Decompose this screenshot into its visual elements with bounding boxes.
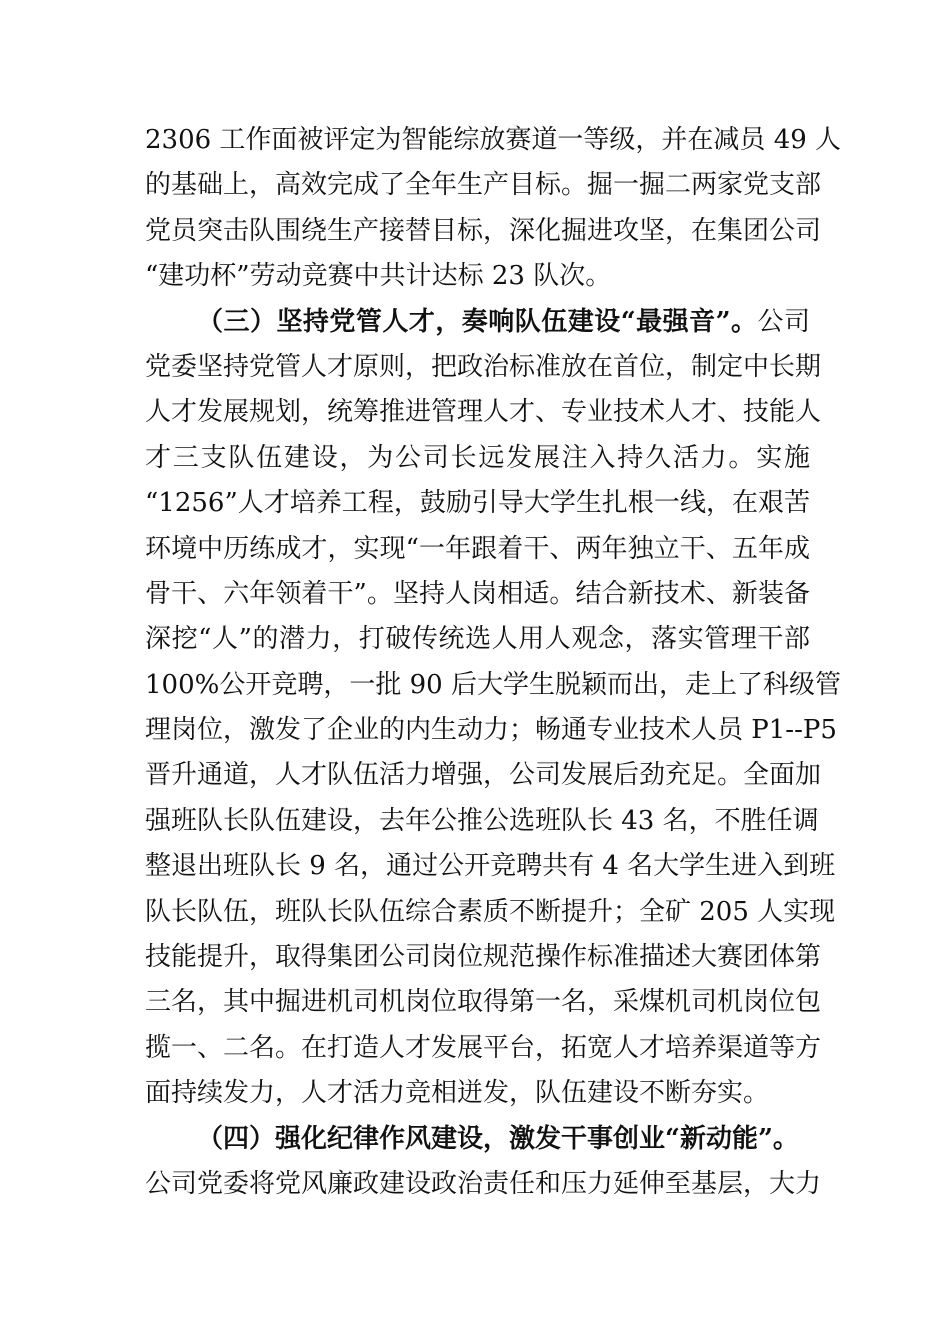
- text-line: 整退出班队长 9 名，通过公开竞聘共有 4 名大学生进入到班: [145, 851, 836, 882]
- text-line: “1256”人才培养工程，鼓励引导大学生扎根一线，在艰苦: [145, 488, 810, 519]
- text-line: 100%公开竞聘，一批 90 后大学生脱颖而出，走上了科级管: [145, 669, 841, 700]
- heading-trailing-text: 公司: [757, 306, 810, 337]
- text-line: “建功杯”劳动竞赛中共计达标 23 队次。: [145, 261, 612, 292]
- text-line: 强班队长队伍建设，去年公推公选班队长 43 名，不胜任调: [145, 805, 819, 836]
- text-line: 揽一、二名。在打造人才发展平台，拓宽人才培养渠道等方: [145, 1032, 822, 1063]
- text-line: 队长队伍，班队长队伍综合素质不断提升；全矿 205 人实现: [145, 896, 836, 927]
- text-line: 面持续发力，人才活力竞相迸发，队伍建设不断夯实。: [145, 1078, 770, 1109]
- text-line: 三名，其中掘进机司机岗位取得第一名，采煤机司机岗位包: [145, 987, 822, 1018]
- text-line: 骨干、六年领着干”。坚持人岗相适。结合新技术、新装备: [145, 578, 810, 609]
- text-line: 党员突击队围绕生产接替目标，深化掘进攻坚，在集团公司: [145, 215, 822, 246]
- text-line: 环境中历练成才，实现“一年跟着干、两年独立干、五年成: [145, 533, 810, 564]
- text-line: 技能提升，取得集团公司岗位规范操作标准描述大赛团体第: [145, 942, 822, 973]
- section-heading-line: [145, 1117, 810, 1162]
- text-line: 才三支队伍建设，为公司长远发展注入持久活力。实施: [145, 442, 810, 473]
- text-line: 晋升通道，人才队伍活力增强，公司发展后劲充足。全面加: [145, 760, 822, 791]
- text-line: 深挖“人”的潜力，打破传统选人用人观念，落实管理干部: [145, 624, 810, 655]
- section-heading: （四）强化纪律作风建设，激发干事创业“新动能”。: [197, 1123, 799, 1154]
- section-heading: （三）坚持党管人才，奏响队伍建设“最强音”。: [197, 306, 758, 337]
- section-heading-line: [145, 300, 810, 345]
- text-line: 公司党委将党风廉政建设政治责任和压力延伸至基层，大力: [145, 1168, 822, 1199]
- text-line: 理岗位，激发了企业的内生动力；畅通专业技术人员 P1--P5: [145, 715, 837, 746]
- text-line: 党委坚持党管人才原则，把政治标准放在首位，制定中长期: [145, 351, 822, 382]
- document-body: [145, 118, 842, 1207]
- text-line: 的基础上，高效完成了全年生产目标。掘一掘二两家党支部: [145, 170, 822, 201]
- text-line: 人才发展规划，统筹推进管理人才、专业技术人才、技能人: [145, 397, 822, 428]
- text-line: 2306 工作面被评定为智能综放赛道一等级，并在减员 49 人: [145, 125, 842, 155]
